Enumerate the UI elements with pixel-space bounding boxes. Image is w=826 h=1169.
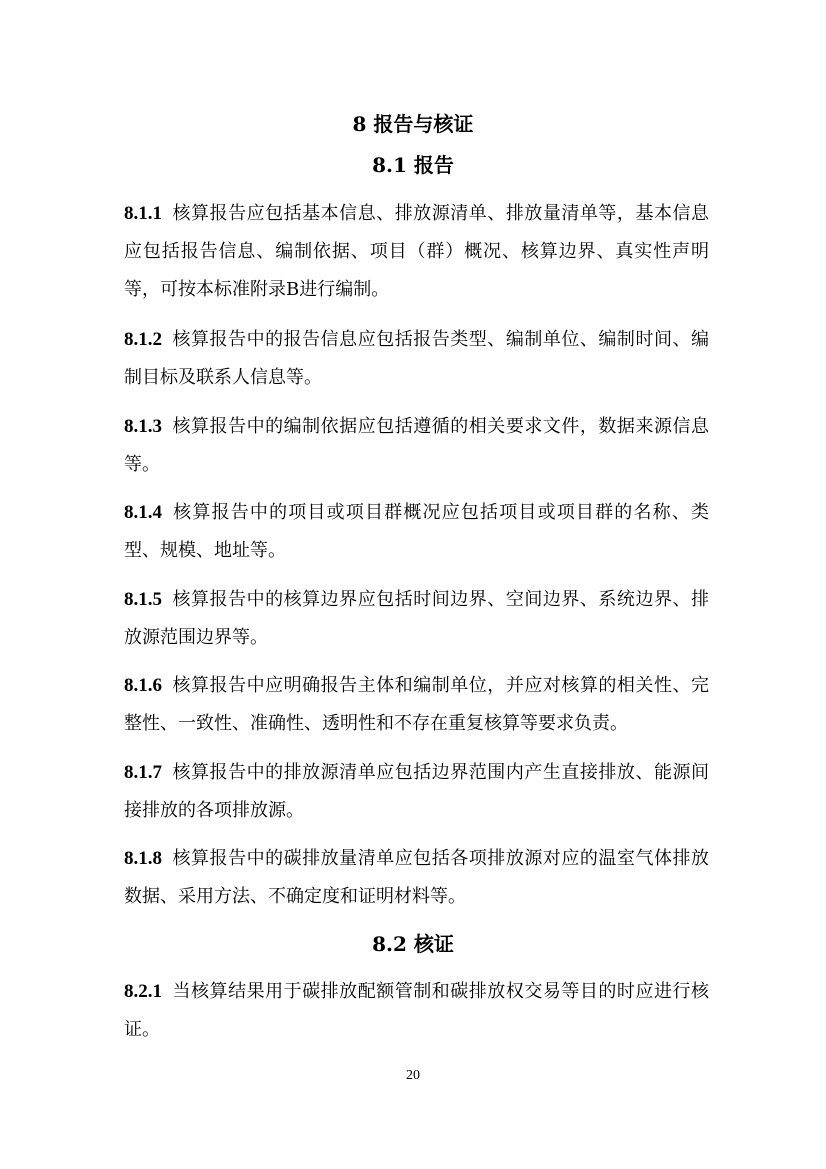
clause-number: 8.1.3 <box>124 416 162 437</box>
clause-number: 8.1.6 <box>124 675 162 696</box>
clause-number: 8.1.8 <box>124 848 162 869</box>
clause-text: 核算报告中的核算边界应包括时间边界、空间边界、系统边界、排放源范围边界等。 <box>124 589 709 648</box>
clause-text: 核算报告中的排放源清单应包括边界范围内产生直接排放、能源间接排放的各项排放源。 <box>124 762 709 821</box>
clause-8-1-7 <box>124 754 709 830</box>
section-heading-8-2: 8.2 核证 <box>372 932 454 956</box>
clause-text: 当核算结果用于碳排放配额管制和碳排放权交易等目的时应进行核证。 <box>124 981 709 1040</box>
clause-text: 核算报告中的项目或项目群概况应包括项目或项目群的名称、类型、规模、地址等。 <box>124 502 709 561</box>
clause-8-1-8 <box>124 840 709 916</box>
clause-8-2-1 <box>124 973 709 1049</box>
clause-8-1-1 <box>124 195 709 309</box>
clause-number: 8.1.2 <box>124 329 162 350</box>
page-number: 20 <box>406 1068 420 1083</box>
clause-text: 核算报告中的编制依据应包括遵循的相关要求文件，数据来源信息等。 <box>124 416 709 475</box>
section-heading-8-1: 8.1 报告 <box>372 153 454 177</box>
clause-8-1-5 <box>124 581 709 657</box>
clause-text: 核算报告中应明确报告主体和编制单位，并应对核算的相关性、完整性、一致性、准确性、透明性和不存在重复核算等要求负责。 <box>124 675 709 734</box>
clause-text: 核算报告应包括基本信息、排放源清单、排放量清单等，基本信息应包括报告信息、编制依据、项目（群）概况、核算边界、真实性声明等，可按本标准附录B进行编制。 <box>124 203 709 300</box>
clause-number: 8.2.1 <box>124 981 162 1002</box>
clause-number: 8.1.5 <box>124 589 162 610</box>
clause-8-1-6 <box>124 667 709 743</box>
clause-8-1-2 <box>124 321 709 397</box>
clause-number: 8.1.7 <box>124 762 162 783</box>
clause-number: 8.1.1 <box>124 203 162 224</box>
clause-8-1-3 <box>124 408 709 484</box>
clause-text: 核算报告中的碳排放量清单应包括各项排放源对应的温室气体排放数据、采用方法、不确定度和证明材料等。 <box>124 848 709 907</box>
clause-number: 8.1.4 <box>124 502 162 523</box>
chapter-heading: 8 报告与核证 <box>352 112 474 136</box>
clause-text: 核算报告中的报告信息应包括报告类型、编制单位、编制时间、编制目标及联系人信息等。 <box>124 329 709 388</box>
clause-8-1-4 <box>124 494 709 570</box>
